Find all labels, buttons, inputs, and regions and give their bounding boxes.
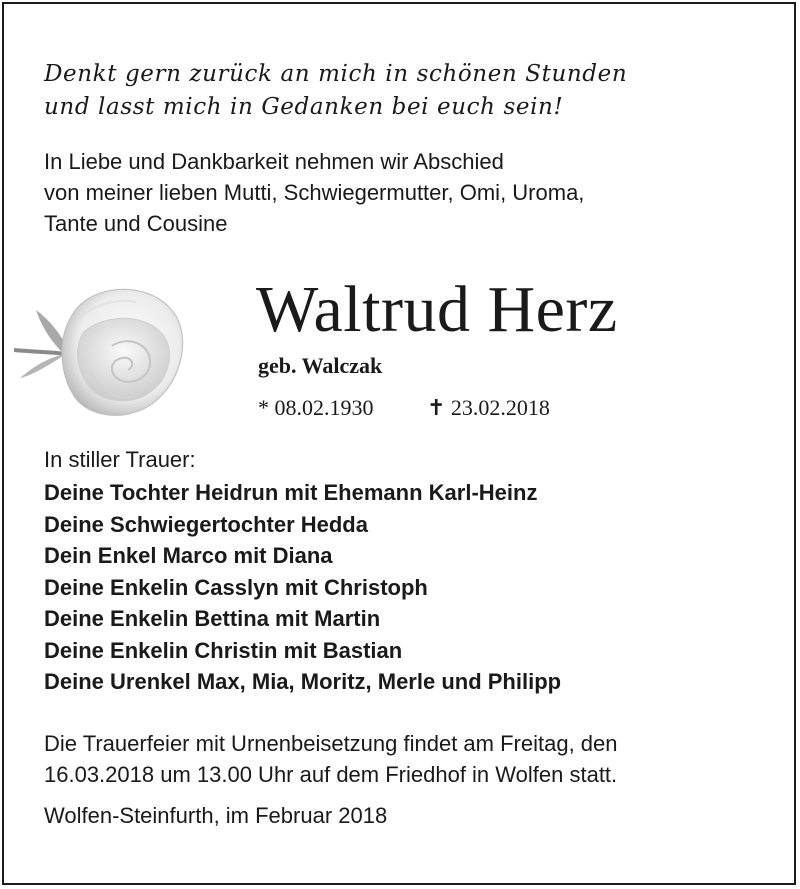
mourners-list (44, 477, 561, 698)
mourner-entry: Deine Enkelin Bettina mit Martin (44, 606, 381, 631)
ceremony-line: 16.03.2018 um 13.00 Uhr auf dem Friedhof in Wolfen statt. (44, 762, 618, 787)
mourner-entry: Deine Enkelin Casslyn mit Christoph (44, 574, 428, 600)
mourner-entry: Deine Urenkel Max, Mia, Moritz, Merle und Philipp (44, 669, 562, 694)
mourner-entry: Dein Enkel Marco mit Diana (44, 543, 333, 568)
ceremony-info (44, 728, 618, 790)
intro-line: Tante und Cousine (44, 211, 228, 236)
maiden-name: geb. Walczak (258, 353, 383, 378)
place-and-date: Wolfen-Steinfurth, im Februar 2018 (44, 803, 388, 828)
ceremony-line: Die Trauerfeier mit Urnenbeisetzung findet am Freitag, den (44, 731, 618, 756)
life-dates (258, 394, 550, 422)
intro-line: von meiner lieben Mutti, Schwiegermutter, Omi, Uroma, (44, 180, 585, 205)
poem-line: und lasst mich in Gedanken bei euch sein! (44, 94, 564, 120)
mourner-entry: Deine Enkelin Christin mit Bastian (44, 637, 403, 663)
poem-verse (44, 58, 627, 124)
death-date: ✝ 23.02.2018 (427, 395, 550, 420)
farewell-intro (44, 146, 584, 239)
poem-line: Denkt gern zurück an mich in schönen Stunden (44, 61, 628, 87)
deceased-name: Waltrud Herz (256, 273, 618, 346)
mourner-entry: Deine Schwiegertochter Hedda (44, 511, 368, 537)
birth-date: * 08.02.1930 (258, 395, 374, 420)
mourners-heading: In stiller Trauer: (44, 447, 196, 472)
mourner-entry: Deine Tochter Heidrun mit Ehemann Karl-Heinz (44, 480, 538, 505)
white-rose-icon (14, 272, 194, 432)
intro-line: In Liebe und Dankbarkeit nehmen wir Abschied (44, 149, 504, 174)
